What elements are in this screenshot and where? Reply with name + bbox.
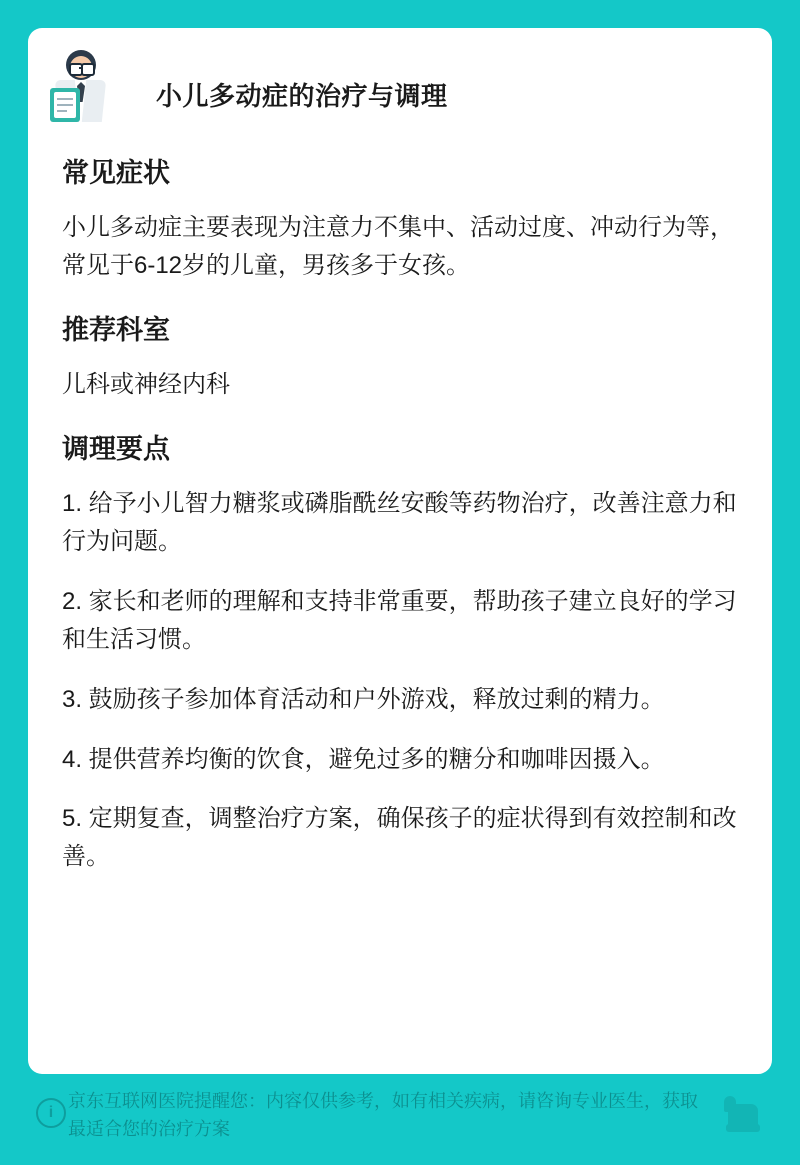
thumbs-up-icon[interactable] [722, 1094, 764, 1134]
disclaimer-text: 京东互联网医院提醒您：内容仅供参考，如有相关疾病，请咨询专业医生，获取最适合您的治疗方案 [68, 1091, 698, 1139]
section-paragraph-symptoms: 小儿多动症主要表现为注意力不集中、活动过度、冲动行为等，常见于6-12岁的儿童，男孩多于女孩。 [62, 214, 734, 279]
article-card [28, 28, 772, 1074]
doctor-clipboard-icon [50, 50, 110, 122]
article-content [28, 138, 772, 898]
list-item: 3. 鼓励孩子参加体育活动和户外游戏，释放过剩的精力。 [62, 685, 665, 713]
list-item: 1. 给予小儿智力糖浆或磷脂酰丝安酸等药物治疗，改善注意力和行为问题。 [62, 490, 737, 555]
list-item: 2. 家长和老师的理解和支持非常重要，帮助孩子建立良好的学习和生活习惯。 [62, 587, 737, 653]
section-heading-care-points: 调理要点 [62, 433, 170, 464]
section-heading-department: 推荐科室 [62, 314, 170, 345]
page-title: 小儿多动症的治疗与调理 [156, 81, 448, 111]
list-item: 4. 提供营养均衡的饮食，避免过多的糖分和咖啡因摄入。 [62, 745, 665, 773]
info-icon: i [36, 1098, 66, 1128]
footer-disclaimer-bar [28, 1082, 772, 1144]
list-item: 5. 定期复查，调整治疗方案，确保孩子的症状得到有效控制和改善。 [62, 805, 737, 871]
section-heading-symptoms: 常见症状 [62, 158, 170, 188]
section-paragraph-department: 儿科或神经内科 [62, 371, 230, 398]
